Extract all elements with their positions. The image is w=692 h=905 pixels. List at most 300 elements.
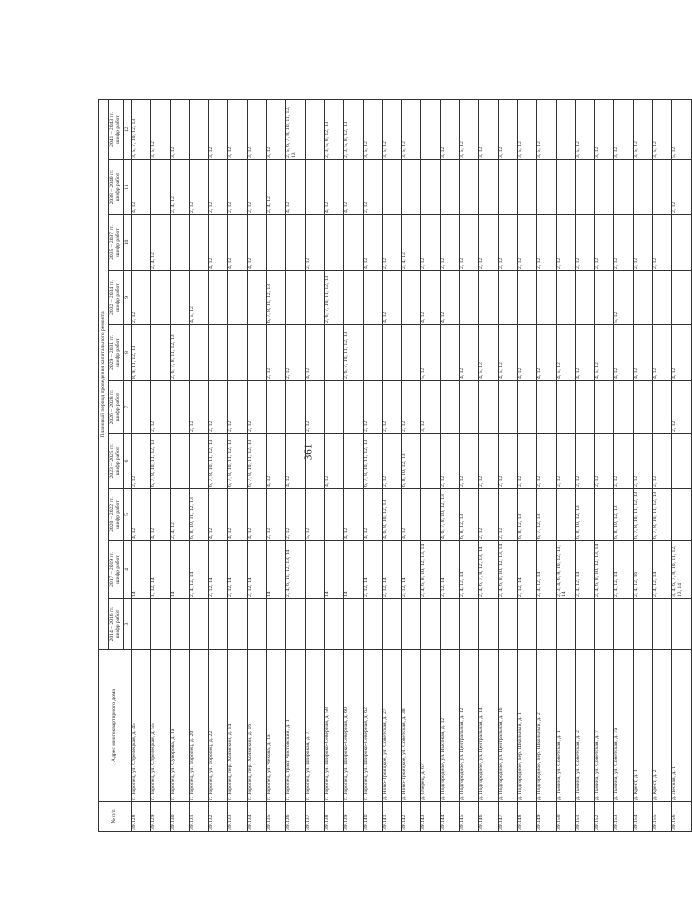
work-code-cell xyxy=(151,325,170,381)
work-code-cell: 2, 12 xyxy=(653,434,672,489)
work-code-cell: 6, 7, 8, 10, 11, 12, 13 xyxy=(151,434,170,489)
row-address: г. Торопец, ул. Широкая, д. 7 xyxy=(305,650,324,802)
work-code-cell: 3, 12 xyxy=(421,381,440,434)
row-address: д. Крест, д. 1 xyxy=(633,650,652,802)
work-code-cell xyxy=(402,325,421,381)
work-code-cell: 3, 12 xyxy=(209,99,228,159)
table-row xyxy=(363,99,382,831)
work-code-cell xyxy=(556,599,575,650)
work-code-cell: 2, 12 xyxy=(498,489,517,541)
period-header-5 xyxy=(109,381,124,434)
work-code-cell xyxy=(189,215,208,271)
work-code-cell: 4, 12 xyxy=(344,489,363,541)
row-address: д. Тьмина, ул. Советская, д. 2 xyxy=(575,650,594,802)
rotated-table-container xyxy=(98,100,684,832)
column-number-10: 10 xyxy=(124,215,132,271)
work-code-cell: 2, 12 xyxy=(575,434,594,489)
work-code-cell: 3, 5, 12 xyxy=(363,99,382,159)
work-code-label: шифр работ xyxy=(115,609,121,639)
work-code-cell: 2, 4, 12 xyxy=(170,160,189,215)
work-code-cell xyxy=(653,160,672,215)
work-code-cell: 4, 5, 12 xyxy=(479,325,498,381)
work-code-cell: 6, 8, 12, 13 xyxy=(460,489,479,541)
work-code-cell: 3, 5, 12 xyxy=(575,99,594,159)
row-address: г. Торопец, ул. Широко-Северная, д. 62 xyxy=(363,650,382,802)
work-code-cell: 3, 5, 7, 10, 12, 13 xyxy=(132,99,151,159)
work-code-cell xyxy=(421,434,440,489)
work-code-cell xyxy=(595,271,614,325)
row-address: г. Торопец, ул. Чехова, д. 1а xyxy=(267,650,286,802)
work-code-cell: 14 xyxy=(344,541,363,599)
work-code-cell xyxy=(556,381,575,434)
work-code-cell: 2, 12 xyxy=(305,381,324,434)
table-header xyxy=(99,99,132,831)
row-number: 39.145 xyxy=(460,802,479,832)
work-code-cell: 4, 12 xyxy=(324,434,343,489)
work-code-cell: 2, 12 xyxy=(382,215,401,271)
period-header-4 xyxy=(109,434,124,489)
row-address: д. Подгородное, ул. Высокая, д. 12 xyxy=(440,650,459,802)
work-code-cell xyxy=(286,599,305,650)
table-row xyxy=(653,99,672,831)
row-address: д. Крест, д. 2 xyxy=(653,650,672,802)
work-code-cell xyxy=(402,160,421,215)
period-group-header: Плановый период проведения капитального ремонта xyxy=(99,99,109,649)
table-row xyxy=(151,99,170,831)
row-address: г. Торопец, ул. Стрелецкая, д. 55 xyxy=(151,650,170,802)
work-code-cell: 6, 7, 8, 10, 11, 12, 13 xyxy=(633,489,652,541)
work-code-cell xyxy=(344,215,363,271)
row-number: 39.154 xyxy=(633,802,652,832)
work-code-cell xyxy=(633,381,652,434)
work-code-cell: 4, 5, 12 xyxy=(556,325,575,381)
work-code-cell: 5, 12 xyxy=(672,99,691,159)
work-code-cell: 2, 4, 12, 14 xyxy=(189,541,208,599)
work-code-cell xyxy=(575,160,594,215)
work-code-cell xyxy=(421,99,440,159)
work-code-cell: 2, 4, 12, 14 xyxy=(460,541,479,599)
work-code-cell xyxy=(556,489,575,541)
work-code-label: шифр работ xyxy=(115,172,121,202)
period-label: 2038 – 2040 гг. xyxy=(109,169,116,205)
period-label: 2029 – 2031 гг. xyxy=(109,335,116,370)
column-number-8: 8 xyxy=(124,325,132,381)
work-code-label: шифр работ xyxy=(115,392,121,422)
work-code-cell: 4, 12 xyxy=(132,489,151,541)
work-code-cell: 4, 12 xyxy=(228,489,247,541)
work-code-cell: 2, 12 xyxy=(537,215,556,271)
work-code-cell: 3, 5, 12 xyxy=(633,99,652,159)
period-header-8 xyxy=(109,215,124,271)
work-code-cell: 4, 5, 12 xyxy=(595,325,614,381)
row-number: 39.135 xyxy=(267,802,286,832)
work-code-cell xyxy=(575,381,594,434)
work-code-cell: 3, 5, 12 xyxy=(653,99,672,159)
work-code-cell xyxy=(170,381,189,434)
work-code-cell: 2, 12 xyxy=(440,434,459,489)
work-code-cell: 2, 12 xyxy=(479,489,498,541)
work-code-cell: 4, 12 xyxy=(286,434,305,489)
work-code-label: шифр работ xyxy=(115,446,121,476)
work-code-cell xyxy=(267,599,286,650)
work-code-cell: 14 xyxy=(170,541,189,599)
row-number: 39.149 xyxy=(537,802,556,832)
period-header-2 xyxy=(109,541,124,599)
work-code-cell: 4, 12 xyxy=(672,325,691,381)
work-code-cell: 4, 12 xyxy=(382,271,401,325)
row-number: 39.150 xyxy=(556,802,575,832)
row-address: д. Подгородное, ул. Центральная, д. 12 xyxy=(460,650,479,802)
work-code-cell: 2, 12 xyxy=(479,434,498,489)
work-code-cell: 4, 5, 12 xyxy=(498,325,517,381)
row-number: 39.128 xyxy=(132,802,151,832)
work-code-cell xyxy=(209,599,228,650)
work-code-cell xyxy=(402,599,421,650)
row-address: г. Торопец, ул. Суворова, д. 1а xyxy=(170,650,189,802)
work-code-cell: 4, 12 xyxy=(324,160,343,215)
work-code-cell xyxy=(517,160,536,215)
row-number: 39.153 xyxy=(614,802,633,832)
work-code-cell: 3, 5, 12 xyxy=(460,99,479,159)
work-code-cell: 2, 12 xyxy=(228,160,247,215)
work-code-cell xyxy=(440,160,459,215)
work-code-cell xyxy=(498,381,517,434)
column-number-6: 6 xyxy=(124,434,132,489)
work-code-cell xyxy=(556,160,575,215)
work-code-cell xyxy=(363,271,382,325)
column-number-12: 12 xyxy=(124,99,132,159)
work-code-cell: 2, 4, 6, 7, 8, 12, 13, 14 xyxy=(479,541,498,599)
work-code-cell xyxy=(363,599,382,650)
column-number-3: 3 xyxy=(124,599,132,650)
work-code-cell: 2, 12 xyxy=(498,215,517,271)
table-row xyxy=(170,99,189,831)
row-address: г. Торопец, ул. Широко-Северная, д. 58 xyxy=(324,650,343,802)
work-code-cell: 8, 9, 11, 12, 13 xyxy=(132,325,151,381)
work-code-cell: 4, 12 xyxy=(633,325,652,381)
work-code-cell xyxy=(614,160,633,215)
period-label: 2026 – 2028 гг. xyxy=(109,389,116,425)
work-code-cell: 2, 12 xyxy=(614,434,633,489)
work-code-cell: 2, 12 xyxy=(382,434,401,489)
work-code-cell: 2, 12 xyxy=(575,215,594,271)
row-address: д. Подгородное, ул. Центральная, д. 16 xyxy=(498,650,517,802)
work-code-cell xyxy=(324,599,343,650)
work-code-label: шифр работ xyxy=(115,555,121,584)
table-row xyxy=(305,99,324,831)
work-code-cell: 2, 12 xyxy=(460,434,479,489)
table-row xyxy=(228,99,247,831)
work-code-cell xyxy=(633,160,652,215)
work-code-cell: 14 xyxy=(267,541,286,599)
work-code-cell xyxy=(305,271,324,325)
row-address: г. Торопец, пер. Холмский, д. 16 xyxy=(247,650,266,802)
row-number: 39.130 xyxy=(170,802,189,832)
work-code-cell: 2, 12 xyxy=(267,489,286,541)
work-code-cell xyxy=(479,271,498,325)
work-code-cell xyxy=(633,271,652,325)
work-code-cell: 2, 12 xyxy=(286,489,305,541)
work-code-cell: 2, 4, 12, 14 xyxy=(614,541,633,599)
work-code-cell: 4, 12 xyxy=(305,325,324,381)
work-code-cell: 4, 12 xyxy=(517,325,536,381)
work-code-cell: 3, 5, 12 xyxy=(517,99,536,159)
work-code-cell xyxy=(209,271,228,325)
work-code-cell: 3, 5, 12 xyxy=(151,99,170,159)
work-code-cell xyxy=(575,599,594,650)
work-code-cell xyxy=(170,215,189,271)
work-code-cell xyxy=(305,599,324,650)
work-code-cell xyxy=(344,599,363,650)
work-code-cell xyxy=(498,271,517,325)
work-code-cell: 2, 12 xyxy=(247,381,266,434)
table-row xyxy=(209,99,228,831)
work-code-cell: 6, 8, 10, 12, 13 xyxy=(575,489,594,541)
work-code-cell xyxy=(537,271,556,325)
column-number-7: 7 xyxy=(124,381,132,434)
period-label: 2017 – 2019 гг. xyxy=(109,552,116,587)
work-code-cell xyxy=(324,381,343,434)
work-code-cell: 6, 8, 10, 12, 13 xyxy=(402,434,421,489)
work-code-cell xyxy=(189,325,208,381)
work-code-cell: 2, 4, 12 xyxy=(267,160,286,215)
work-code-cell: 6, 8, 10, 11, 12, 13 xyxy=(189,489,208,541)
work-code-cell: 2, 12 xyxy=(402,381,421,434)
row-address: д. Тьмина, ул. Советская, д. 7 xyxy=(595,650,614,802)
work-code-cell: 2, 12 xyxy=(672,160,691,215)
work-code-cell xyxy=(440,599,459,650)
work-code-cell: 4, 12 xyxy=(653,325,672,381)
work-code-cell xyxy=(479,381,498,434)
page-number: 361 xyxy=(302,443,315,461)
row-number: 39.137 xyxy=(305,802,324,832)
work-code-cell: 4, 12 xyxy=(402,489,421,541)
work-code-cell: 2, 12, 14 xyxy=(382,541,401,599)
work-code-cell: 2, 12, 14 xyxy=(363,541,382,599)
work-code-cell: 4, 12 xyxy=(209,489,228,541)
work-code-cell xyxy=(595,489,614,541)
period-header-6 xyxy=(109,325,124,381)
work-code-cell: 2, 12, 14 xyxy=(517,541,536,599)
work-code-cell: 2, 3, 5, 8, 12, 13 xyxy=(344,99,363,159)
work-code-cell xyxy=(672,599,691,650)
work-code-cell: 2, 12 xyxy=(189,160,208,215)
work-code-cell xyxy=(460,599,479,650)
row-address: д. Подгородное, ул. Центральная, д. 14 xyxy=(479,650,498,802)
work-code-cell: 4, 12 xyxy=(575,325,594,381)
work-code-cell xyxy=(479,599,498,650)
row-number: 39.146 xyxy=(479,802,498,832)
work-code-cell: 2, 12, 14 xyxy=(228,541,247,599)
row-number: 39.134 xyxy=(247,802,266,832)
row-number: 39.141 xyxy=(382,802,401,832)
work-code-cell xyxy=(402,271,421,325)
work-code-cell xyxy=(305,541,324,599)
work-code-cell: 2, 4, 6, 11, 12, 13, 14 xyxy=(286,541,305,599)
work-code-cell: 2, 12, 14 xyxy=(440,541,459,599)
table-row xyxy=(614,99,633,831)
row-number: 39.136 xyxy=(286,802,305,832)
row-address: г. Торопец, тракт Чистовский, д. 1 xyxy=(286,650,305,802)
table-body xyxy=(132,99,692,831)
table-row xyxy=(247,99,266,831)
work-code-cell: 4, 5, 12 xyxy=(189,271,208,325)
table-row xyxy=(633,99,652,831)
row-number: 39.142 xyxy=(402,802,421,832)
row-address: д. Тьмина, ул. Советская, д. 7а xyxy=(614,650,633,802)
work-code-cell: 3, 12 xyxy=(498,99,517,159)
row-number: 39.129 xyxy=(151,802,170,832)
row-number: 39.156 xyxy=(672,802,691,832)
work-code-cell: 2, 12 xyxy=(460,215,479,271)
table-row xyxy=(421,99,440,831)
work-code-cell xyxy=(653,599,672,650)
work-code-cell: 4, 12 xyxy=(363,215,382,271)
work-code-cell xyxy=(209,325,228,381)
work-code-label: шифр работ xyxy=(115,283,121,312)
work-code-cell xyxy=(228,599,247,650)
work-code-cell xyxy=(344,381,363,434)
row-number: 39.140 xyxy=(363,802,382,832)
work-code-cell xyxy=(556,271,575,325)
work-code-cell xyxy=(537,381,556,434)
row-number: 39.147 xyxy=(498,802,517,832)
work-code-cell xyxy=(151,271,170,325)
work-code-cell: 2, 12, 14 xyxy=(247,541,266,599)
work-code-cell: 4, 6, 8, 10, 12, 13 xyxy=(382,489,401,541)
work-code-cell: 2, 12 xyxy=(633,434,652,489)
table-row xyxy=(324,99,343,831)
work-code-cell: 2, 12 xyxy=(653,215,672,271)
period-header-1 xyxy=(109,599,124,650)
work-code-cell xyxy=(286,271,305,325)
row-number: 39.151 xyxy=(575,802,594,832)
work-code-cell xyxy=(421,599,440,650)
work-code-cell xyxy=(672,434,691,489)
table-row xyxy=(595,99,614,831)
table-row xyxy=(440,99,459,831)
work-code-cell: 2, 12 xyxy=(382,381,401,434)
work-code-cell xyxy=(460,160,479,215)
work-code-cell xyxy=(382,325,401,381)
col-address-header: Адрес многоквартирного дома xyxy=(99,650,132,802)
work-code-cell: 3, 5, 12 xyxy=(382,99,401,159)
work-code-cell xyxy=(267,215,286,271)
table-row xyxy=(344,99,363,831)
work-code-cell xyxy=(653,271,672,325)
work-code-cell xyxy=(614,599,633,650)
work-code-cell xyxy=(305,434,324,489)
period-header-7 xyxy=(109,271,124,325)
work-code-cell xyxy=(672,271,691,325)
work-code-cell: 2, 4, 12 xyxy=(170,489,189,541)
table-row xyxy=(189,99,208,831)
row-address: д. Подгородное, пер. Школьный, д. 2 xyxy=(537,650,556,802)
row-number: 39.132 xyxy=(209,802,228,832)
work-code-cell: 5, 12 xyxy=(421,325,440,381)
work-code-cell xyxy=(170,271,189,325)
work-code-label: шифр работ xyxy=(115,500,121,529)
work-code-cell xyxy=(228,271,247,325)
work-code-cell: 2, 3, 4, 6, 8, 10, 12, 13, 14 xyxy=(556,541,575,599)
column-number-4: 4 xyxy=(124,541,132,599)
table-row xyxy=(575,99,594,831)
work-code-cell: 2, 12 xyxy=(672,381,691,434)
work-code-cell: 2, 12 xyxy=(305,215,324,271)
work-code-cell xyxy=(517,271,536,325)
work-code-cell: 4, 12 xyxy=(247,489,266,541)
work-code-cell: 4, 12 xyxy=(228,215,247,271)
work-code-cell: 2, 12 xyxy=(556,215,575,271)
work-code-cell xyxy=(460,381,479,434)
work-code-cell xyxy=(421,489,440,541)
period-label: 2020 – 2022 гг. xyxy=(109,497,116,532)
work-code-cell: 3, 12 xyxy=(228,99,247,159)
work-code-cell: 2, 6, 7, 10, 11, 12, 13 xyxy=(324,271,343,325)
work-code-cell: 2, 12 xyxy=(209,381,228,434)
period-header-9 xyxy=(109,160,124,215)
row-address: г. Торопец, ул. Широко-Северная, д. 60 xyxy=(344,650,363,802)
work-code-cell xyxy=(440,381,459,434)
work-code-cell xyxy=(498,160,517,215)
work-code-cell xyxy=(653,381,672,434)
work-code-cell xyxy=(556,99,575,159)
work-code-cell: 2, 6, 7, 8, 11, 12, 13 xyxy=(170,325,189,381)
work-code-cell: 4, 6, 7, 8, 10, 12, 13 xyxy=(440,489,459,541)
work-code-cell xyxy=(324,325,343,381)
work-code-cell xyxy=(595,381,614,434)
work-code-cell xyxy=(247,599,266,650)
column-number-5: 5 xyxy=(124,489,132,541)
work-code-cell: 2, 12 xyxy=(247,160,266,215)
work-code-cell xyxy=(479,160,498,215)
work-code-cell xyxy=(151,599,170,650)
work-code-cell: 2, 4, 12 xyxy=(151,215,170,271)
work-code-cell xyxy=(344,434,363,489)
work-code-cell: 2, 12 xyxy=(132,434,151,489)
row-address: г. Торопец, ул. Торопец, д. 20 xyxy=(189,650,208,802)
work-code-cell: 6, 7, 8, 10, 11, 12, 13 xyxy=(228,434,247,489)
work-code-cell: 2, 4, 12, 16 xyxy=(633,541,652,599)
work-code-cell: 4, 12 xyxy=(460,325,479,381)
work-code-cell: 3, 4, 6, 7, 8, 10, 11, 12, 13, 14 xyxy=(672,541,691,599)
work-code-cell: 4, 12 xyxy=(614,325,633,381)
work-code-cell: 4, 12 xyxy=(344,160,363,215)
work-code-cell xyxy=(189,599,208,650)
work-code-cell xyxy=(382,160,401,215)
work-code-cell: 2, 4, 12, 14 xyxy=(537,541,556,599)
work-code-cell xyxy=(189,99,208,159)
work-code-cell xyxy=(344,271,363,325)
row-address: г. Торопец, пер. Холмский, д. 14 xyxy=(228,650,247,802)
work-code-cell: 4, 12 xyxy=(537,325,556,381)
work-code-cell: 2, 12 xyxy=(209,160,228,215)
work-code-cell: 3, 12 xyxy=(479,99,498,159)
work-code-cell xyxy=(151,160,170,215)
work-code-cell: 2, 4, 12, 14 xyxy=(575,541,594,599)
table-row xyxy=(132,99,151,831)
work-code-cell xyxy=(498,599,517,650)
work-code-cell: 2, 3, 5, 8, 12, 13 xyxy=(324,99,343,159)
work-code-cell xyxy=(517,599,536,650)
work-code-cell: 2, 5, 6, 7, 8, 10, 11, 12, 13 xyxy=(286,99,305,159)
work-code-cell: 2, 4, 12 xyxy=(402,215,421,271)
work-code-label: шифр работ xyxy=(115,228,121,257)
work-code-cell: 4, 12 xyxy=(286,160,305,215)
repair-schedule-table xyxy=(98,99,692,832)
work-code-cell: 3, 12 xyxy=(170,99,189,159)
work-code-cell: 2, 12 xyxy=(517,434,536,489)
